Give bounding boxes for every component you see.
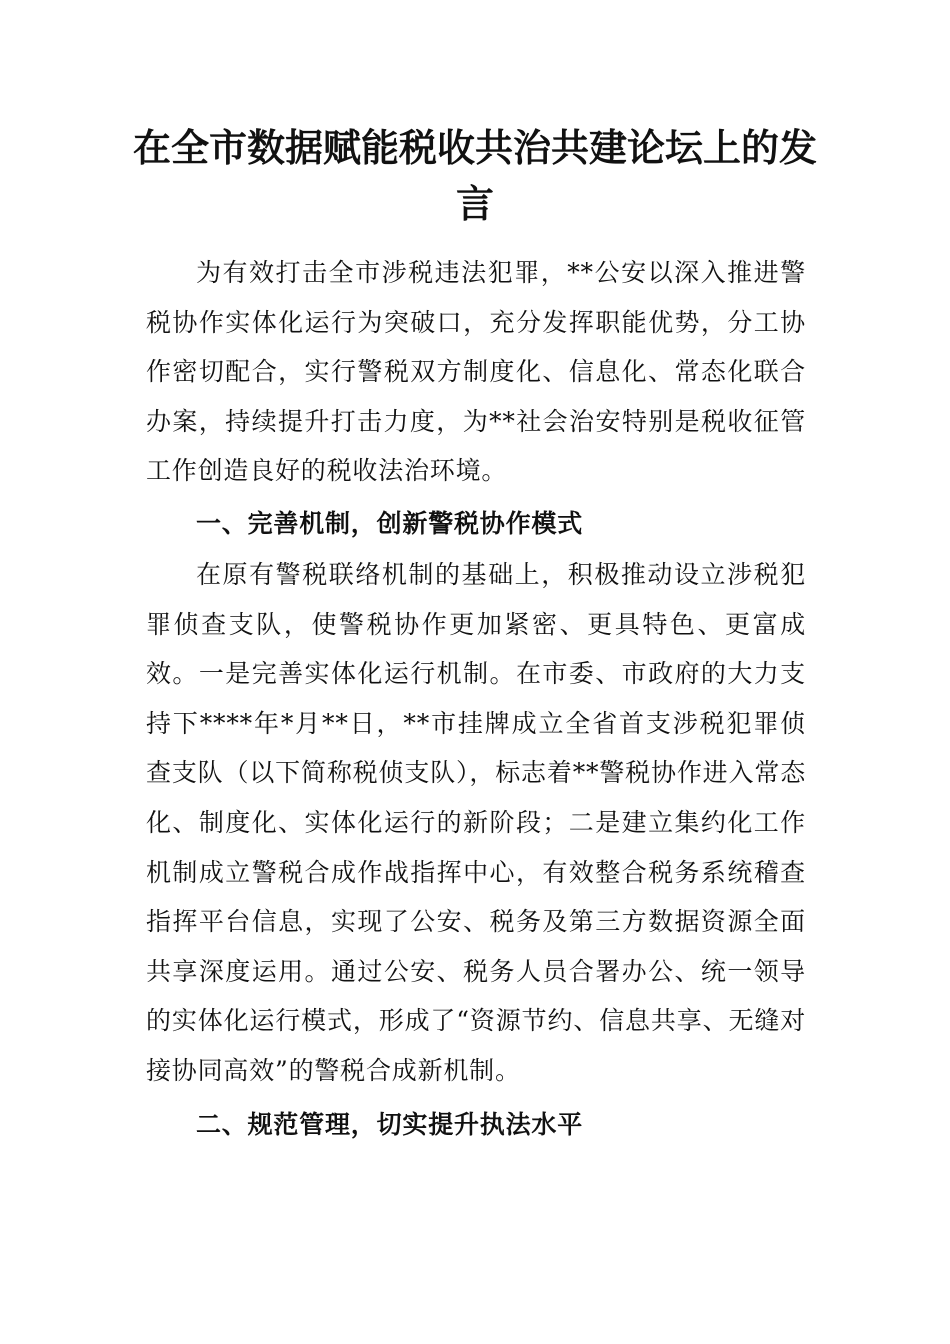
section1-paragraph-block bbox=[146, 550, 806, 1096]
section2-heading-block bbox=[146, 1100, 806, 1150]
section1-heading: 一、完善机制，创新警税协作模式 bbox=[196, 509, 584, 538]
document-title: 在全市数据赋能税收共治共建论坛上的发言 bbox=[132, 125, 817, 226]
section1-paragraph: 在原有警税联络机制的基础上，积极推动设立涉税犯罪侦查支队，使警税协作更加紧密、更具特色、更富成效。一是完善实体化运行机制。在市委、市政府的大力支持下****年*月**日，**市挂牌成立全省首支涉税犯罪侦查支队（以下简称税侦支队），标志着**警税协作进入常态化、制度化、实体化运行的新阶段；二是建立集约化工作机制成立警税合成作战指挥中心，有效整合税务系统稽查指挥平台信息，实现了公安、税务及第三方数据资源全面共享深度运用。通过公安、税务人员合署办公、统一领导的实体化运行模式，形成了“资源节约、信息共享、无缝对接协同高效”的警税合成新机制。 bbox=[146, 560, 806, 1085]
intro-paragraph-block bbox=[146, 248, 806, 496]
section2-heading: 二、规范管理，切实提升执法水平 bbox=[196, 1110, 584, 1139]
section1-heading-block bbox=[146, 499, 806, 549]
intro-paragraph: 为有效打击全市涉税违法犯罪，**公安以深入推进警税协作实体化运行为突破口，充分发挥职能优势，分工协作密切配合，实行警税双方制度化、信息化、常态化联合办案，持续提升打击力度，为**社会治安特别是税收征管工作创造良好的税收法治环境。 bbox=[146, 258, 806, 486]
